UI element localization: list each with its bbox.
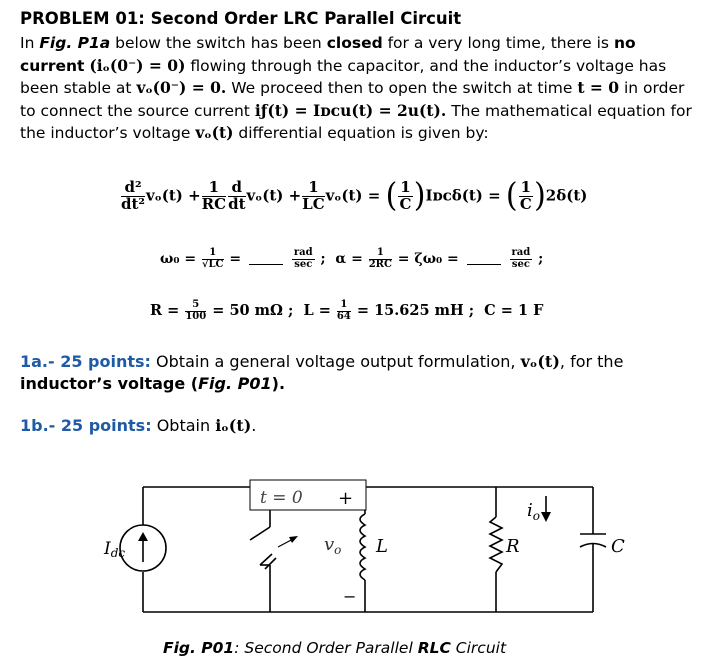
figure-caption: Fig. P01: Second Order Parallel RLC Circuit	[163, 639, 507, 657]
part-1b: 1b.- 25 points: Obtain iₒ(t).	[20, 416, 257, 435]
io-arrow	[541, 496, 551, 522]
resistor	[490, 517, 502, 572]
capacitor-label: C	[611, 536, 625, 557]
part-1a-line1: 1a.- 25 points: Obtain a general voltage output formulation, vₒ(t), for the	[20, 352, 624, 371]
vo-label: $v_o$	[324, 534, 342, 557]
circuit-diagram	[100, 462, 660, 634]
differential-equation: $\frac{\text{d²}}{\text{dt²}}$ vₒ(t) + $\frac{1}{RC}$ $\frac{d}{dt}$ vₒ(t) + $\frac{1}{LC}$ vₒ(t) = ( $\frac{1}{C}$ )Iᴅᴄδ(t) = ( $\frac{1}{C}$ )2δ(t)	[121, 176, 588, 215]
inductor	[360, 514, 365, 580]
component-values: R = $\frac{5}{100}$ = 50 mΩ ; L = $\frac{1}{64}$ = 15.625 mH ; C = 1 F	[150, 299, 544, 322]
problem-intro: In Fig. P1a below the switch has been closed for a very long time, there is no current (iₒ(0⁻) = 0) flowing through the capacitor, and the inductor’s voltage has been stable at vₒ(0⁻) = 0. We proceed then to open the switch at time t = 0 in order to connect the source current iƒ(t) = Iᴅᴄu(t) = 2u(t). The mathematical equation for the inductor’s voltage vₒ(t) differential equation is given by:	[20, 34, 692, 142]
inductor-label: L	[376, 536, 388, 557]
current-source	[120, 525, 166, 571]
switch-time-label: t = 0	[260, 488, 303, 508]
parameter-equations: ω₀ = $\frac{1}{√LC}$ = $\frac{\text{rad}}{\sec}$ ; α = $\frac{1}{2RC}$ = ζω₀ = $\frac{\text{rad}}{\sec}$ ;	[160, 247, 544, 270]
minus-label: −	[343, 587, 357, 606]
plus-label: +	[338, 488, 354, 509]
problem-title: PROBLEM 01: Second Order LRC Parallel Circuit	[20, 9, 462, 28]
io-label: $i_o$	[527, 500, 540, 523]
resistor-label: R	[506, 536, 520, 557]
switch-arrow	[278, 536, 298, 547]
idc-label: Idc	[104, 539, 126, 560]
switch	[250, 527, 276, 569]
part-1a-line2: inductor’s voltage (Fig. P01).	[20, 374, 286, 393]
